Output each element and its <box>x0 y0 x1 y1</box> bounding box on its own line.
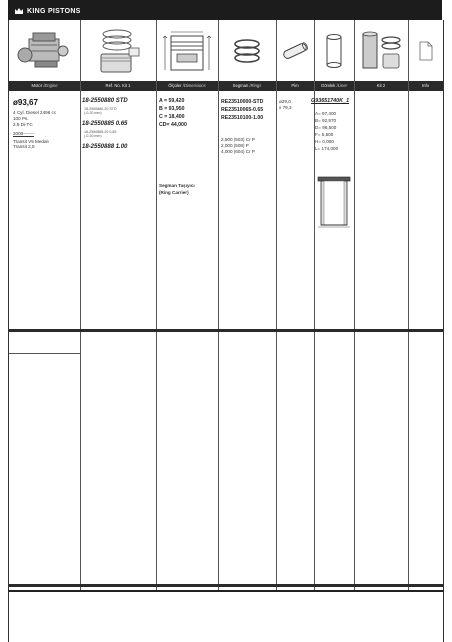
ring-carrier-label-en: (Ring Carrier) <box>159 190 189 195</box>
liner-spec: L= 174,000 <box>315 146 339 151</box>
row-separator <box>9 584 443 587</box>
rings-icon <box>229 36 265 66</box>
kit-ref: 18-2550885 0.65 <box>82 121 128 127</box>
dimension-c: C = 18,400 <box>159 114 185 120</box>
ring-spec: 4,000 (604) Cr P <box>221 149 255 154</box>
header-pin: Pim <box>291 83 299 88</box>
engine-power: 100 Ps. <box>13 116 29 121</box>
kit2-image <box>354 20 408 81</box>
header-liner: Gömlek /Liner <box>320 83 348 88</box>
ring-spec: 2,000 (508) P <box>221 143 249 148</box>
kit-ref-sub: 18-2550885-20 0.65 <box>84 130 117 134</box>
header-info: Info <box>422 83 429 88</box>
column-divider <box>156 20 157 590</box>
vehicle-model: Transit V5 Medalı <box>13 139 49 144</box>
column-divider <box>408 20 409 590</box>
column-divider <box>276 20 277 590</box>
header-rings: Segman /Rings <box>232 83 262 88</box>
header-row <box>9 81 443 91</box>
pin-diameter: ø29,0 <box>279 99 291 104</box>
piston-pin-icon <box>279 40 311 62</box>
brand-name: KING PISTONS <box>27 7 81 15</box>
kit-ref: 18-2550888 1.00 <box>82 144 128 150</box>
vehicle-model: Transit 2,5 <box>13 144 35 149</box>
column-divider <box>354 20 355 590</box>
piston-section-icon <box>159 26 215 76</box>
liner-spec: D= 98,500 <box>315 125 337 130</box>
kit-ref-note: (-0.20 mm) <box>84 111 102 115</box>
engine-spec: 4 Cyl. Diesel 2496 cc <box>13 110 57 115</box>
piston-icon <box>93 26 143 76</box>
cell-separator <box>9 353 80 354</box>
kit-ref-note: (-0.20 mm) <box>84 134 102 138</box>
engine-year: 2000------- <box>13 131 34 136</box>
ring-spec: 2,500 (503) Cr P <box>221 137 255 142</box>
liner-image <box>314 20 354 81</box>
engine-icon <box>15 29 75 73</box>
header-engine: Motor /Engine <box>31 83 58 88</box>
info-image <box>408 20 443 81</box>
column-divider <box>80 20 81 590</box>
liner-spec: A= 97,400 <box>315 111 337 116</box>
liner-ref: G93651740K_1 <box>311 98 350 104</box>
kit-ref-sub: 18-2550880-20 STD <box>84 107 117 111</box>
product-table <box>8 20 444 590</box>
crown-icon <box>14 6 24 16</box>
liner-spec: B= 92,970 <box>315 118 337 123</box>
column-divider <box>314 20 315 590</box>
kit-icon <box>359 28 403 74</box>
dimension-drawing <box>156 20 218 81</box>
ring-ref: RE23510065-0.65 <box>221 107 264 113</box>
header-kit2: Kit 2 <box>376 83 386 88</box>
dimension-b: B = 93,950 <box>159 106 185 112</box>
top-bar <box>8 0 442 20</box>
dimension-a: A = 59,420 <box>159 98 185 104</box>
row-separator <box>9 329 443 332</box>
ring-ref: RE23510100-1.00 <box>221 115 264 121</box>
page-footer <box>8 590 444 642</box>
image-row <box>9 20 443 81</box>
engine-model: 2.5 Di-TC <box>13 122 33 127</box>
brand-logo <box>14 5 81 17</box>
ring-ref: RE23510000-STD <box>221 99 264 105</box>
kit-ref: 18-2550880 STD <box>82 98 128 104</box>
liner-spec: H= 0,000 <box>315 139 334 144</box>
dimension-cd: CD= 44,000 <box>159 122 187 128</box>
engine-image <box>9 20 80 81</box>
ring-carrier-label: Segman Taşıyıcı <box>159 183 195 188</box>
pin-image <box>276 20 314 81</box>
document-icon <box>418 41 434 61</box>
liner-drawing <box>316 175 352 229</box>
header-dimensions: Ölçüler /Dimensions <box>168 83 206 88</box>
bore-diameter: ø93,67 <box>13 98 38 107</box>
header-kit1: Ref. No. Kit 1 <box>105 83 131 88</box>
liner-spec: F= 5,500 <box>315 132 334 137</box>
piston-image <box>80 20 156 81</box>
pin-length: x 79,3 <box>279 105 292 110</box>
column-divider <box>218 20 219 590</box>
cylinder-liner-icon <box>324 33 344 69</box>
rings-image <box>218 20 276 81</box>
